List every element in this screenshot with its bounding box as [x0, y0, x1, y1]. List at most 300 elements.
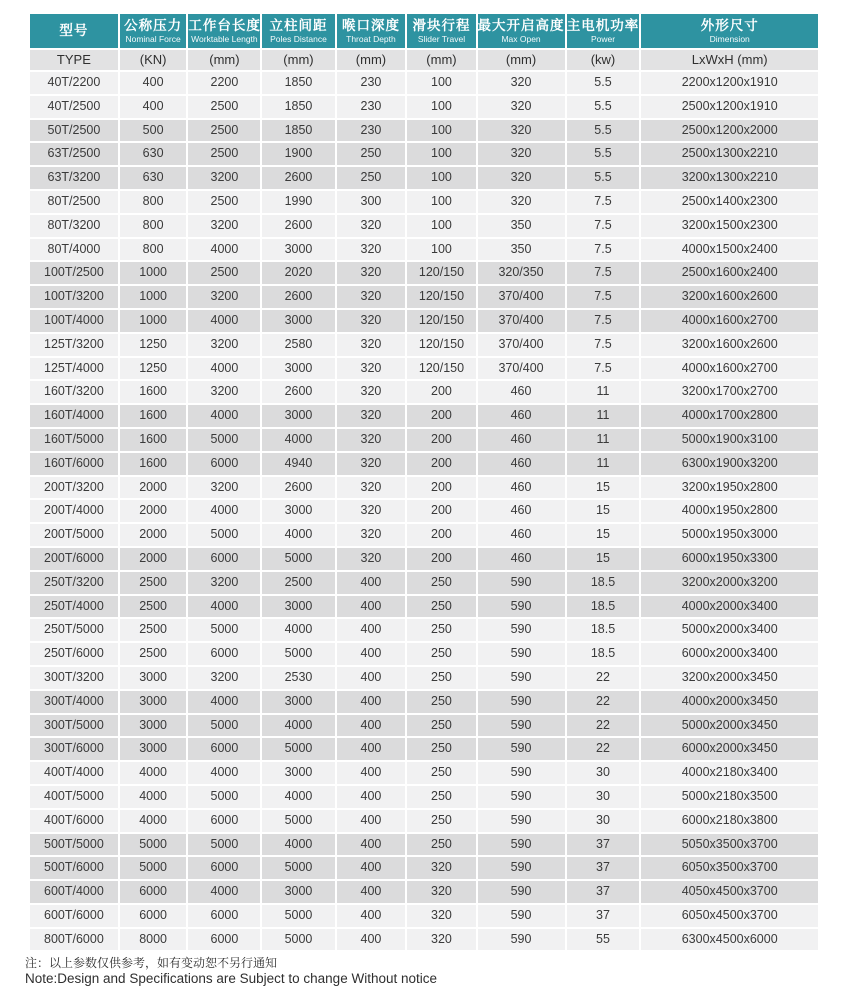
value-cell: 400 [337, 929, 408, 953]
value-cell: 590 [478, 572, 567, 596]
value-cell: 5.5 [567, 120, 642, 144]
value-cell: 250 [407, 643, 477, 667]
table-row [30, 596, 818, 620]
value-cell: 500 [120, 120, 189, 144]
value-cell: 350 [478, 215, 567, 239]
value-cell: 460 [478, 500, 567, 524]
value-cell: 400 [337, 834, 408, 858]
column-unit-6: (mm) [478, 50, 567, 72]
value-cell: 250 [407, 834, 477, 858]
value-cell: 320 [478, 167, 567, 191]
value-cell: 4000 [188, 500, 262, 524]
value-cell: 300 [337, 191, 408, 215]
value-cell: 4000x1600x2700 [641, 358, 818, 382]
value-cell: 200 [407, 500, 477, 524]
value-cell: 320 [478, 143, 567, 167]
value-cell: 200 [407, 453, 477, 477]
value-cell: 400 [120, 96, 189, 120]
value-cell: 590 [478, 929, 567, 953]
value-cell: 3000 [262, 239, 336, 263]
value-cell: 590 [478, 619, 567, 643]
value-cell: 3000 [262, 405, 336, 429]
value-cell: 2500 [188, 262, 262, 286]
value-cell: 230 [337, 72, 408, 96]
spec-table-container [30, 14, 818, 952]
table-row [30, 453, 818, 477]
value-cell: 1250 [120, 334, 189, 358]
value-cell: 11 [567, 429, 642, 453]
value-cell: 4000 [188, 239, 262, 263]
value-cell: 400 [337, 786, 408, 810]
value-cell: 4000 [262, 834, 336, 858]
value-cell: 5.5 [567, 167, 642, 191]
value-cell: 4050x4500x3700 [641, 881, 818, 905]
table-row [30, 120, 818, 144]
value-cell: 460 [478, 524, 567, 548]
table-row [30, 500, 818, 524]
column-header-5 [407, 14, 477, 50]
value-cell: 6000 [120, 905, 189, 929]
column-header-en-label: Power [590, 34, 616, 44]
column-unit-1: (KN) [120, 50, 189, 72]
value-cell: 320 [337, 262, 408, 286]
value-cell: 3000 [262, 596, 336, 620]
value-cell: 3200x1950x2800 [641, 477, 818, 501]
value-cell: 7.5 [567, 239, 642, 263]
column-header-cn-label: 主电机功率 [566, 18, 640, 33]
value-cell: 2500x1200x1910 [641, 96, 818, 120]
value-cell: 100 [407, 72, 477, 96]
footer-notes [25, 956, 825, 987]
value-cell: 320 [407, 929, 477, 953]
value-cell: 7.5 [567, 358, 642, 382]
value-cell: 5.5 [567, 96, 642, 120]
value-cell: 100 [407, 239, 477, 263]
table-header-row [30, 14, 818, 50]
table-row [30, 738, 818, 762]
value-cell: 7.5 [567, 310, 642, 334]
value-cell: 5000x2180x3500 [641, 786, 818, 810]
value-cell: 320 [478, 120, 567, 144]
table-row [30, 810, 818, 834]
value-cell: 590 [478, 667, 567, 691]
value-cell: 3200x1700x2700 [641, 381, 818, 405]
value-cell: 4000 [120, 786, 189, 810]
value-cell: 6000x2000x3450 [641, 738, 818, 762]
value-cell: 22 [567, 667, 642, 691]
value-cell: 15 [567, 548, 642, 572]
value-cell: 6300x1900x3200 [641, 453, 818, 477]
value-cell: 4000x2000x3450 [641, 691, 818, 715]
column-header-0 [30, 14, 120, 50]
value-cell: 320 [337, 310, 408, 334]
value-cell: 400 [337, 857, 408, 881]
table-row [30, 239, 818, 263]
value-cell: 3200 [188, 477, 262, 501]
model-cell: 160T/6000 [30, 453, 120, 477]
value-cell: 6000 [188, 548, 262, 572]
value-cell: 4000x2180x3400 [641, 762, 818, 786]
value-cell: 4000x1700x2800 [641, 405, 818, 429]
value-cell: 4000 [188, 881, 262, 905]
value-cell: 460 [478, 477, 567, 501]
table-row [30, 715, 818, 739]
value-cell: 6000 [188, 643, 262, 667]
value-cell: 100 [407, 191, 477, 215]
value-cell: 1000 [120, 310, 189, 334]
model-cell: 400T/4000 [30, 762, 120, 786]
value-cell: 6000x2000x3400 [641, 643, 818, 667]
value-cell: 100 [407, 215, 477, 239]
value-cell: 5000 [120, 834, 189, 858]
value-cell: 400 [337, 905, 408, 929]
value-cell: 590 [478, 786, 567, 810]
table-row [30, 286, 818, 310]
value-cell: 2500x1600x2400 [641, 262, 818, 286]
column-header-6 [478, 14, 567, 50]
value-cell: 400 [337, 619, 408, 643]
model-cell: 100T/4000 [30, 310, 120, 334]
column-header-cn-label: 最大开启高度 [477, 18, 565, 33]
value-cell: 120/150 [407, 310, 477, 334]
value-cell: 4000x1950x2800 [641, 500, 818, 524]
value-cell: 2500 [120, 619, 189, 643]
value-cell: 590 [478, 834, 567, 858]
model-cell: 160T/4000 [30, 405, 120, 429]
value-cell: 2000 [120, 477, 189, 501]
value-cell: 5.5 [567, 72, 642, 96]
table-row [30, 358, 818, 382]
value-cell: 2500 [188, 120, 262, 144]
value-cell: 4000 [188, 358, 262, 382]
value-cell: 2020 [262, 262, 336, 286]
value-cell: 370/400 [478, 310, 567, 334]
column-header-en-label: Nominal Force [125, 34, 181, 44]
value-cell: 400 [337, 596, 408, 620]
value-cell: 320 [337, 286, 408, 310]
value-cell: 7.5 [567, 215, 642, 239]
value-cell: 2500 [188, 143, 262, 167]
model-cell: 200T/3200 [30, 477, 120, 501]
table-row [30, 786, 818, 810]
model-cell: 500T/6000 [30, 857, 120, 881]
value-cell: 11 [567, 453, 642, 477]
value-cell: 6050x3500x3700 [641, 857, 818, 881]
value-cell: 3000 [120, 691, 189, 715]
value-cell: 4000 [188, 405, 262, 429]
value-cell: 4000 [262, 619, 336, 643]
value-cell: 250 [407, 572, 477, 596]
value-cell: 2600 [262, 286, 336, 310]
value-cell: 5.5 [567, 143, 642, 167]
column-header-cn-label: 型号 [59, 23, 89, 38]
value-cell: 5000 [262, 905, 336, 929]
value-cell: 5000x1900x3100 [641, 429, 818, 453]
value-cell: 1000 [120, 262, 189, 286]
value-cell: 55 [567, 929, 642, 953]
value-cell: 6000 [188, 929, 262, 953]
table-row [30, 167, 818, 191]
value-cell: 230 [337, 96, 408, 120]
value-cell: 2500 [188, 191, 262, 215]
value-cell: 3000 [262, 691, 336, 715]
value-cell: 2600 [262, 477, 336, 501]
value-cell: 320 [478, 96, 567, 120]
value-cell: 3200 [188, 667, 262, 691]
model-cell: 160T/5000 [30, 429, 120, 453]
value-cell: 22 [567, 738, 642, 762]
column-header-en-label: Poles Distance [270, 34, 327, 44]
model-cell: 63T/2500 [30, 143, 120, 167]
model-cell: 250T/4000 [30, 596, 120, 620]
value-cell: 460 [478, 429, 567, 453]
value-cell: 250 [407, 715, 477, 739]
value-cell: 200 [407, 381, 477, 405]
value-cell: 590 [478, 857, 567, 881]
value-cell: 2500x1400x2300 [641, 191, 818, 215]
value-cell: 250 [407, 619, 477, 643]
value-cell: 3000 [120, 738, 189, 762]
value-cell: 5000 [262, 738, 336, 762]
value-cell: 320 [337, 239, 408, 263]
value-cell: 320 [337, 548, 408, 572]
note-english: Note:Design and Specifications are Subject to change Without notice [25, 971, 437, 986]
value-cell: 2000 [120, 500, 189, 524]
value-cell: 3000 [120, 667, 189, 691]
value-cell: 18.5 [567, 643, 642, 667]
table-row [30, 405, 818, 429]
value-cell: 100 [407, 143, 477, 167]
value-cell: 320 [478, 191, 567, 215]
value-cell: 5000 [188, 429, 262, 453]
table-row [30, 834, 818, 858]
value-cell: 4000 [262, 524, 336, 548]
note-chinese: 注：以上参数仅供参考，如有变动恕不另行通知 [25, 956, 278, 970]
value-cell: 100 [407, 167, 477, 191]
value-cell: 370/400 [478, 286, 567, 310]
value-cell: 4000 [262, 715, 336, 739]
value-cell: 30 [567, 810, 642, 834]
table-row [30, 310, 818, 334]
table-row [30, 381, 818, 405]
model-cell: 200T/6000 [30, 548, 120, 572]
column-header-cn-label: 喉口深度 [341, 18, 400, 33]
column-unit-7: (kw) [567, 50, 642, 72]
column-header-en-label: Worktable Length [191, 34, 258, 44]
column-header-cn-label: 外形尺寸 [700, 18, 759, 33]
table-unit-row [30, 50, 818, 72]
value-cell: 400 [337, 715, 408, 739]
column-unit-4: (mm) [337, 50, 408, 72]
value-cell: 320 [337, 500, 408, 524]
value-cell: 5000 [120, 857, 189, 881]
column-header-cn-label: 立柱间距 [269, 18, 328, 33]
value-cell: 400 [337, 643, 408, 667]
value-cell: 2500 [262, 572, 336, 596]
model-cell: 100T/3200 [30, 286, 120, 310]
value-cell: 250 [337, 143, 408, 167]
value-cell: 22 [567, 715, 642, 739]
value-cell: 630 [120, 143, 189, 167]
value-cell: 3200x2000x3450 [641, 667, 818, 691]
value-cell: 37 [567, 881, 642, 905]
value-cell: 320 [337, 215, 408, 239]
value-cell: 7.5 [567, 286, 642, 310]
value-cell: 3200x1600x2600 [641, 334, 818, 358]
value-cell: 6000 [188, 453, 262, 477]
value-cell: 3000 [262, 358, 336, 382]
value-cell: 6050x4500x3700 [641, 905, 818, 929]
value-cell: 100 [407, 96, 477, 120]
value-cell: 200 [407, 524, 477, 548]
value-cell: 3200 [188, 381, 262, 405]
table-row [30, 881, 818, 905]
value-cell: 320 [337, 429, 408, 453]
model-cell: 300T/3200 [30, 667, 120, 691]
value-cell: 400 [337, 810, 408, 834]
value-cell: 3000 [262, 762, 336, 786]
value-cell: 37 [567, 834, 642, 858]
value-cell: 2530 [262, 667, 336, 691]
value-cell: 800 [120, 191, 189, 215]
model-cell: 250T/3200 [30, 572, 120, 596]
value-cell: 590 [478, 596, 567, 620]
table-row [30, 667, 818, 691]
value-cell: 37 [567, 857, 642, 881]
value-cell: 5000 [188, 715, 262, 739]
column-header-8 [641, 14, 818, 50]
value-cell: 7.5 [567, 191, 642, 215]
value-cell: 250 [407, 738, 477, 762]
value-cell: 2600 [262, 381, 336, 405]
value-cell: 320/350 [478, 262, 567, 286]
value-cell: 5000 [188, 786, 262, 810]
value-cell: 250 [407, 810, 477, 834]
value-cell: 2500 [188, 96, 262, 120]
value-cell: 7.5 [567, 262, 642, 286]
value-cell: 2600 [262, 215, 336, 239]
model-cell: 600T/6000 [30, 905, 120, 929]
model-cell: 50T/2500 [30, 120, 120, 144]
column-unit-3: (mm) [262, 50, 336, 72]
value-cell: 4000x1500x2400 [641, 239, 818, 263]
value-cell: 1000 [120, 286, 189, 310]
value-cell: 320 [407, 881, 477, 905]
model-cell: 800T/6000 [30, 929, 120, 953]
value-cell: 6300x4500x6000 [641, 929, 818, 953]
value-cell: 11 [567, 405, 642, 429]
value-cell: 590 [478, 643, 567, 667]
value-cell: 2500x1200x2000 [641, 120, 818, 144]
column-unit-2: (mm) [188, 50, 262, 72]
value-cell: 590 [478, 691, 567, 715]
value-cell: 200 [407, 429, 477, 453]
value-cell: 1600 [120, 453, 189, 477]
table-row [30, 762, 818, 786]
value-cell: 250 [407, 762, 477, 786]
value-cell: 5000x2000x3450 [641, 715, 818, 739]
value-cell: 400 [337, 691, 408, 715]
value-cell: 460 [478, 548, 567, 572]
value-cell: 3200 [188, 167, 262, 191]
column-unit-8: LxWxH (mm) [641, 50, 818, 72]
table-row [30, 72, 818, 96]
value-cell: 4000 [188, 691, 262, 715]
column-unit-0: TYPE [30, 50, 120, 72]
model-cell: 40T/2500 [30, 96, 120, 120]
spec-table [30, 14, 818, 952]
value-cell: 3200 [188, 572, 262, 596]
model-cell: 400T/6000 [30, 810, 120, 834]
value-cell: 5000 [262, 643, 336, 667]
value-cell: 7.5 [567, 334, 642, 358]
table-row [30, 262, 818, 286]
column-header-en-label: Throat Depth [346, 34, 396, 44]
value-cell: 1990 [262, 191, 336, 215]
model-cell: 63T/3200 [30, 167, 120, 191]
value-cell: 400 [337, 738, 408, 762]
value-cell: 1850 [262, 72, 336, 96]
value-cell: 320 [337, 405, 408, 429]
column-header-en-label: Slider Travel [417, 34, 466, 44]
value-cell: 200 [407, 477, 477, 501]
value-cell: 5000 [188, 834, 262, 858]
value-cell: 15 [567, 477, 642, 501]
value-cell: 370/400 [478, 334, 567, 358]
model-cell: 80T/3200 [30, 215, 120, 239]
table-row [30, 143, 818, 167]
value-cell: 460 [478, 405, 567, 429]
value-cell: 400 [337, 572, 408, 596]
value-cell: 3000 [120, 715, 189, 739]
table-row [30, 929, 818, 953]
value-cell: 4000x1600x2700 [641, 310, 818, 334]
value-cell: 200 [407, 548, 477, 572]
value-cell: 4000x2000x3400 [641, 596, 818, 620]
value-cell: 320 [337, 381, 408, 405]
column-header-4 [337, 14, 408, 50]
value-cell: 320 [337, 453, 408, 477]
table-row [30, 548, 818, 572]
model-cell: 500T/5000 [30, 834, 120, 858]
model-cell: 125T/3200 [30, 334, 120, 358]
table-row [30, 643, 818, 667]
model-cell: 600T/4000 [30, 881, 120, 905]
column-header-7 [567, 14, 642, 50]
table-row [30, 619, 818, 643]
value-cell: 590 [478, 810, 567, 834]
model-cell: 40T/2200 [30, 72, 120, 96]
value-cell: 2500 [120, 596, 189, 620]
value-cell: 3200x1500x2300 [641, 215, 818, 239]
value-cell: 30 [567, 762, 642, 786]
table-row [30, 572, 818, 596]
value-cell: 460 [478, 381, 567, 405]
value-cell: 2580 [262, 334, 336, 358]
column-header-cn-label: 工作台长度 [188, 18, 261, 33]
table-row [30, 691, 818, 715]
value-cell: 320 [478, 72, 567, 96]
value-cell: 15 [567, 500, 642, 524]
value-cell: 3200 [188, 286, 262, 310]
value-cell: 5000 [262, 548, 336, 572]
value-cell: 8000 [120, 929, 189, 953]
table-row [30, 191, 818, 215]
value-cell: 100 [407, 120, 477, 144]
value-cell: 230 [337, 120, 408, 144]
model-cell: 100T/2500 [30, 262, 120, 286]
value-cell: 4000 [188, 310, 262, 334]
